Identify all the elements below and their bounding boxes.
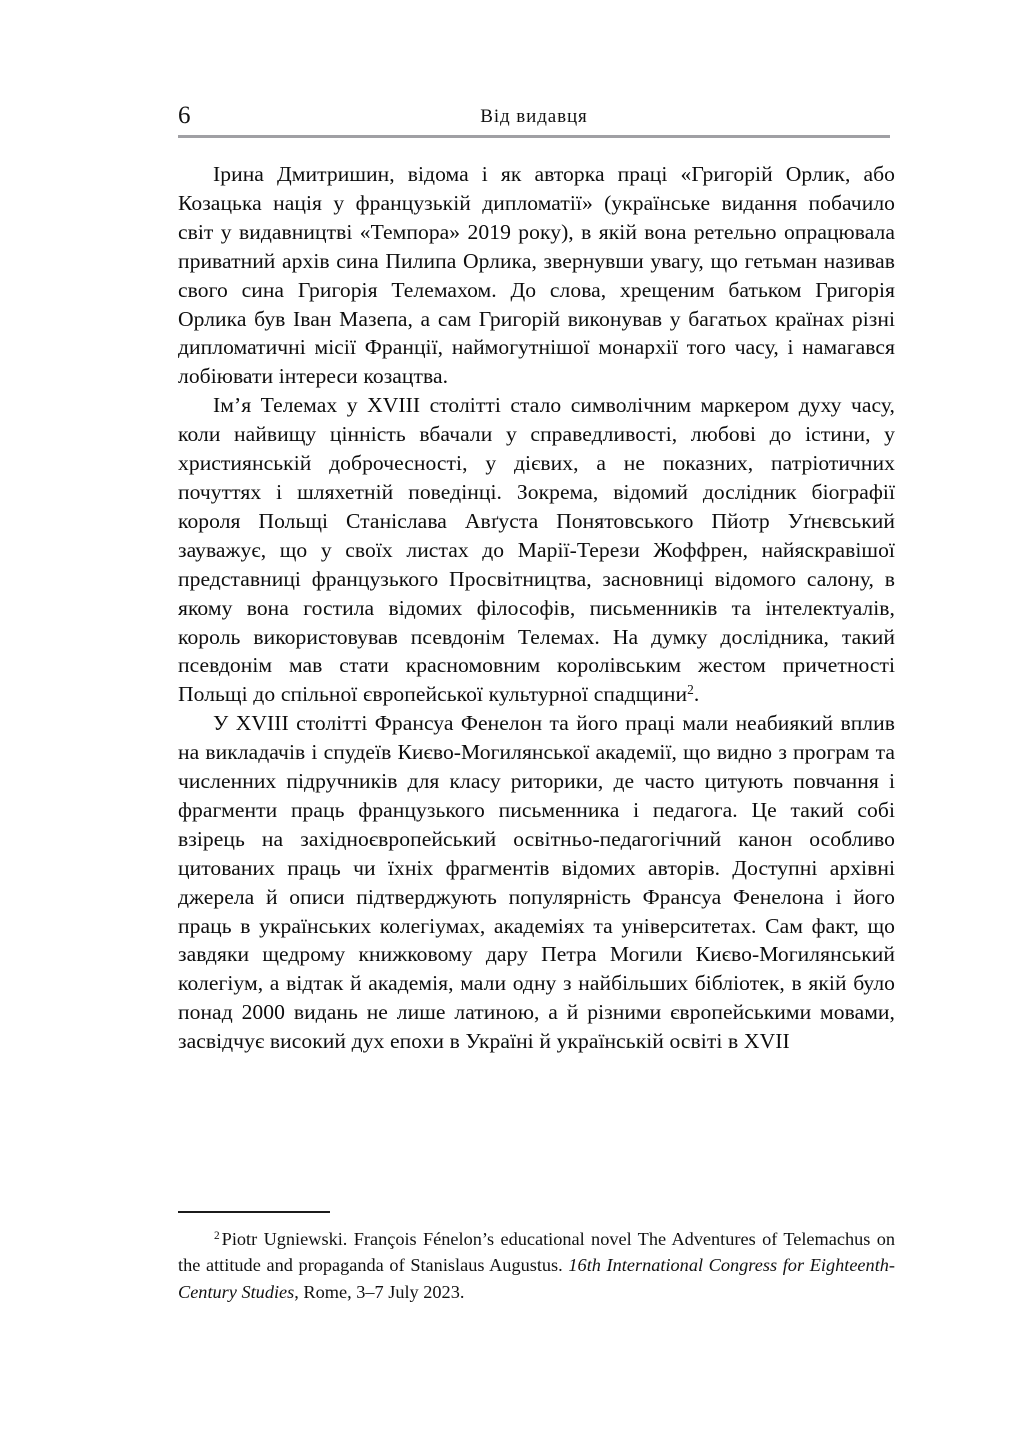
paragraph-text: У XVIII столітті Франсуа Фенелон та його праці мали неабиякий вплив на викладачів і спудеїв Києво-Могилянської академії, що видно з програм та численних підручників для класу риторики, де часто цитують повчання і фрагменти праць французького письменника і педагога. Це такий собі взірець на західноєвропейський освітньо-педагогічний канон особливо цитованих праць чи їхніх фрагментів відомих авторів. Доступні архівні джерела й описи підтверджують популярність Франсуа Фенелона і його праць в українських колегіумах, академіях та університетах. Сам факт, що завдяки щедрому книжковому дару Петра Могили Києво-Могилянський колегіум, а відтак й академія, мали одну з найбільших бібліотек, в якій було понад 2000 видань не лише латиною, а й різними європейськими мовами, засвідчує високий дух епохи в Україні й українській освіті в XVII <box>178 711 895 1054</box>
paragraph-telemakh <box>178 391 895 709</box>
footnote-entry <box>178 1226 895 1305</box>
footnote-number: 2 <box>214 1229 220 1242</box>
footnote-reference-marker[interactable]: 2 <box>687 682 694 698</box>
footnote-block <box>178 1226 895 1305</box>
body-text-column <box>178 160 895 1056</box>
header-rule <box>178 135 890 138</box>
footnote-text-roman-first: Piotr Ugniewski. François Fénelon’s educational novel The Adventures of Telemachus on the attitude and propaganda of Stanislaus Augustus. <box>178 1229 895 1276</box>
paragraph-text-tail: . <box>693 682 700 707</box>
running-head-title: Від видавця <box>480 106 588 127</box>
paragraph-text: Ірина Дмитришин, відома і як авторка праці «Григорій Орлик, або Козацька нація у французькій дипломатії» (українське видання побачило світ у видавництві «Темпора» 2019 року), в якій вона ретельно опрацювала приватний архів сина Пилипа Орлика, звернувши увагу, що гетьман називав свого сина Григорія Телемахом. До слова, хрещеним батьком Григорія Орлика був Іван Мазепа, а сам Григорій виконував у багатьох країнах різні дипломатичні місії Франції, наймогутнішої монархії того часу, і намагався лобіювати інтереси козацтва. <box>178 162 895 389</box>
paragraph-text: Ім’я Телемах у XVIII столітті стало символічним маркером духу часу, коли найвищу цінність вбачали у справедливості, любові до істини, у християнській доброчесності, у дієвих, а не показних, патріотичних почуттях і шляхетній поведінці. Зокрема, відомий дослідник біографії короля Польщі Станіслава Авґуста Понятовського Пйотр Уґнєвський зауважує, що у своїх листах до Марії-Терези Жоффрен, найяскравішої представниці французького Просвітництва, засновниці відомого салону, в якому вона гостила відомих філософів, письменників та інтелектуалів, король використовував псевдонім Телемах. На думку дослідника, такий псевдонім мав стати красномовним королівським жестом причетності Польщі до спільної європейської культурної спадщини <box>178 393 895 707</box>
footnote-text-roman-second: , Rome, 3–7 July 2023. <box>294 1281 465 1302</box>
page-number: 6 <box>178 102 191 129</box>
footnote-separator-rule <box>178 1211 330 1213</box>
paragraph-dmytryshyn <box>178 160 895 391</box>
paragraph-fenelon <box>178 709 895 1056</box>
running-head <box>178 100 890 134</box>
footnote-title-italic: 16th International Congress for Eighteenth-Century Studies <box>178 1255 895 1302</box>
